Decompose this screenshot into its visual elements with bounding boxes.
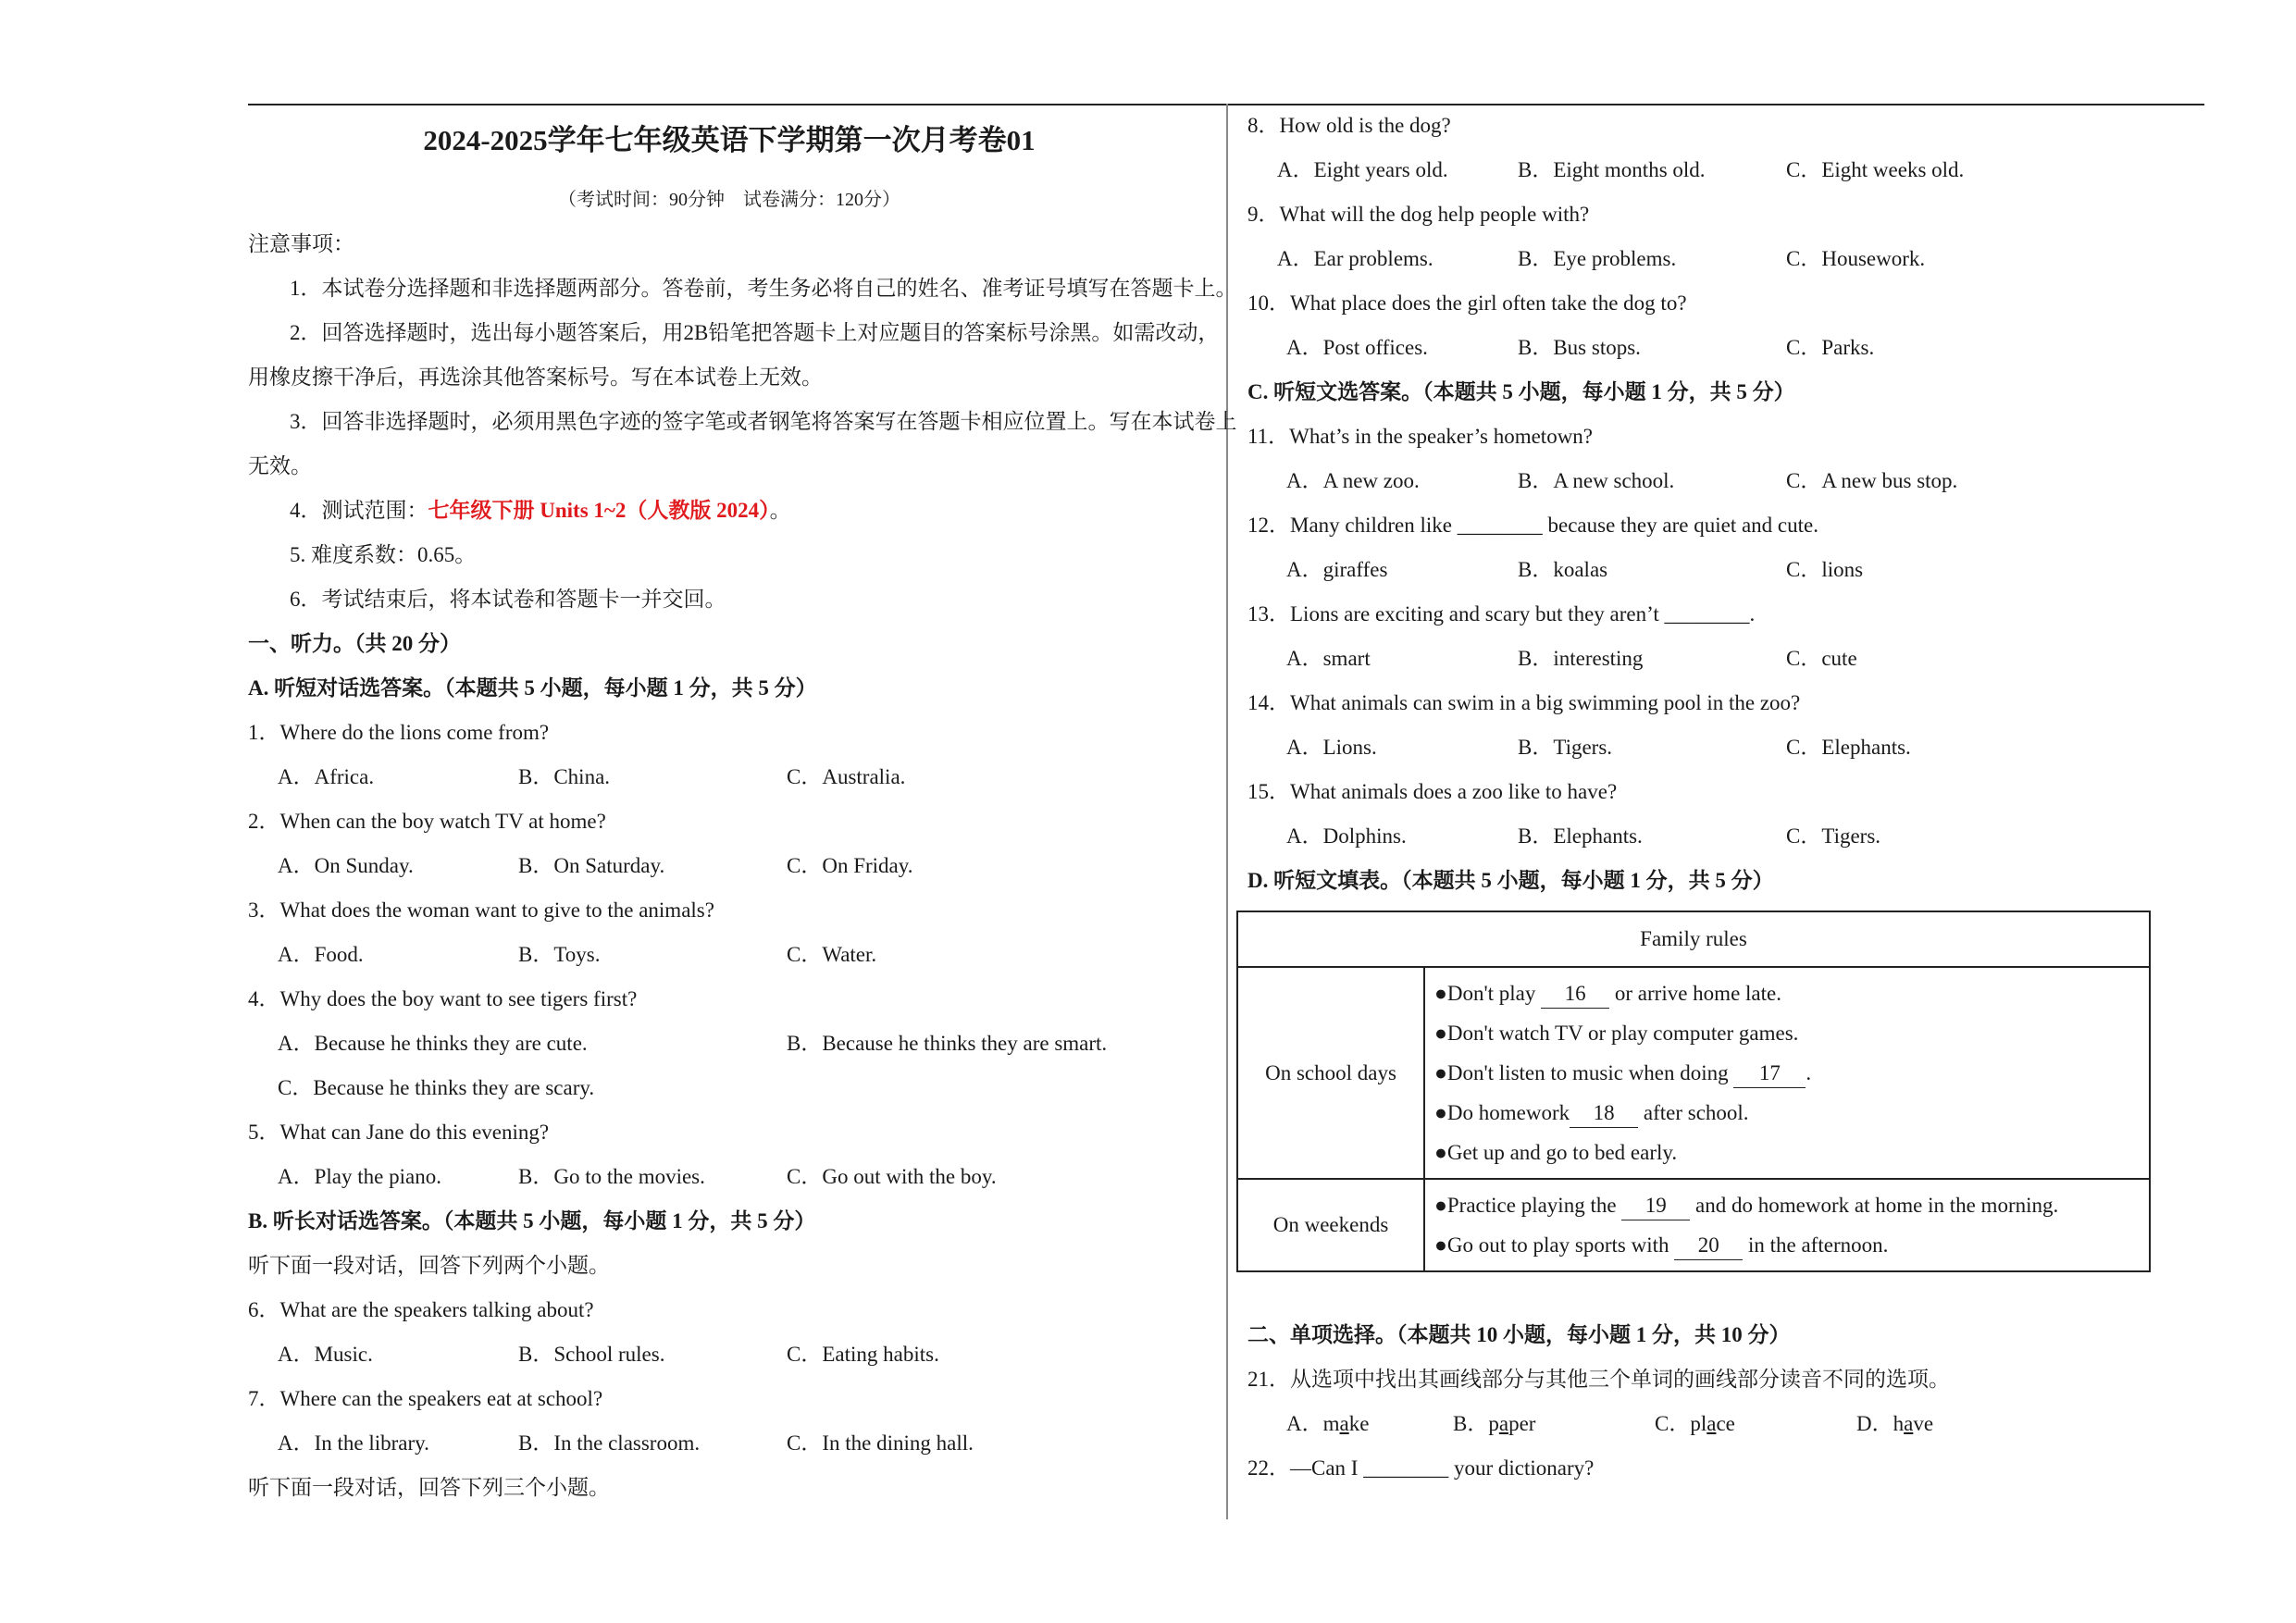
option-c: C．Water. (787, 943, 877, 966)
note-item: 3．回答非选择题时，必须用黑色字迹的签字笔或者钢笔将答案写在答题卡相应位置上。写在本试卷上 (290, 410, 1237, 433)
option-b: B．A new school. (1518, 469, 1675, 492)
option-c: C．Parks. (1786, 336, 1875, 359)
notes-heading: 注意事项： (248, 232, 354, 255)
weekends-rules (1424, 1179, 2150, 1271)
option-c: C．cute (1786, 647, 1857, 670)
rule-line: ●Go out to play sports with 20 in the afternoon. (1434, 1225, 2140, 1265)
question-stem: 5．What can Jane do this evening? (248, 1121, 550, 1144)
part1-heading: 一、听力。（共 20 分） (248, 632, 461, 655)
option-b: B．paper (1453, 1412, 1536, 1435)
note-item: 5. 难度系数：0.65。 (290, 543, 477, 566)
option-b: B．koalas (1518, 558, 1608, 581)
option-a: A．Dolphins. (1286, 824, 1407, 848)
test-scope-highlight: 七年级下册 Units 1~2（人教版 2024） (428, 499, 770, 522)
note-item: 1．本试卷分选择题和非选择题两部分。答卷前，考生务必将自己的姓名、准考证号填写在答题卡上。 (290, 277, 1237, 300)
option-c: C．A new bus stop. (1786, 469, 1958, 492)
note-item-scope: 4．测试范围：七年级下册 Units 1~2（人教版 2024）。 (290, 499, 791, 522)
question-stem: 8．How old is the dog? (1247, 114, 1451, 137)
section-c-heading: C. 听短文选答案。（本题共 5 小题，每小题 1 分，共 5 分） (1247, 380, 1795, 403)
question-stem: 22．—Can I ________ your dictionary? (1247, 1456, 1595, 1480)
question-options (1247, 1402, 2210, 1446)
question-stem: 1．Where do the lions come from? (248, 721, 550, 744)
option-c: C．Go out with the boy. (787, 1165, 997, 1188)
option-b: B．Tigers. (1518, 736, 1613, 759)
question-options (1247, 725, 2210, 770)
option-c: C．Eating habits. (787, 1343, 939, 1366)
option-b: B．On Saturday. (518, 854, 665, 877)
rule-line: ●Don't play 16 or arrive home late. (1434, 973, 2140, 1013)
option-c: C．Australia. (787, 765, 906, 788)
option-a: A．smart (1286, 647, 1371, 670)
option-a: A．Food. (278, 943, 364, 966)
right-column (1247, 104, 2210, 1491)
part2-heading: 二、单项选择。（本题共 10 小题，每小题 1 分，共 10 分） (1247, 1323, 1791, 1346)
question-options (248, 1155, 1210, 1199)
rule-line: ●Get up and go to bed early. (1434, 1141, 1678, 1164)
note-item: 用橡皮擦干净后，再选涂其他答案标号。写在本试卷上无效。 (248, 365, 823, 389)
option-c: C．lions (1786, 558, 1864, 581)
question-options (248, 1421, 1210, 1466)
question-stem: 14．What animals can swim in a big swimming pool in the zoo? (1247, 691, 1801, 714)
question-options (248, 755, 1210, 799)
option-a: A．giraffes (1286, 558, 1388, 581)
rule-line: ●Don't watch TV or play computer games. (1434, 1022, 1799, 1045)
rule-line: ●Practice playing the 19 and do homework at home in the morning. (1434, 1185, 2140, 1225)
answer-blank: 17 (1733, 1059, 1806, 1088)
option-b: B．Because he thinks they are smart. (787, 1032, 1108, 1055)
option-a: A．Play the piano. (278, 1165, 441, 1188)
option-a: A．On Sunday. (278, 854, 414, 877)
option-a: A．Ear problems. (1277, 247, 1433, 270)
option-b: B．Elephants. (1518, 824, 1643, 848)
question-options (248, 933, 1210, 977)
question-stem: 4．Why does the boy want to see tigers first? (248, 987, 638, 1010)
option-c: C．On Friday. (787, 854, 913, 877)
question-options (248, 1022, 1210, 1066)
question-stem: 10．What place does the girl often take the dog to? (1247, 291, 1687, 315)
question-options (1247, 637, 2210, 681)
question-stem: 6．What are the speakers talking about? (248, 1298, 594, 1321)
question-stem: 15．What animals does a zoo like to have? (1247, 780, 1618, 803)
exam-info: （考试时间：90分钟 试卷满分：120分） (558, 190, 900, 210)
option-c: C．Because he thinks they are scary. (278, 1076, 595, 1099)
school-days-label: On school days (1237, 967, 1424, 1179)
question-options (1247, 814, 2210, 859)
option-a: A．make (1286, 1412, 1370, 1435)
option-b: B．interesting (1518, 647, 1644, 670)
column-divider (1226, 104, 1228, 1519)
question-stem: 13．Lions are exciting and scary but they aren’t ________. (1247, 602, 1756, 626)
question-options (1247, 459, 2210, 503)
option-c: C．place (1655, 1412, 1735, 1435)
option-a: A．Eight years old. (1277, 158, 1448, 181)
school-days-rules (1424, 967, 2150, 1179)
option-c: C．Housework. (1786, 247, 1926, 270)
option-a: A．Because he thinks they are cute. (278, 1032, 588, 1055)
option-b: B．Eye problems. (1518, 247, 1677, 270)
answer-blank: 20 (1674, 1232, 1743, 1260)
answer-blank: 16 (1541, 980, 1609, 1009)
question-stem: 12．Many children like ________ because they are quiet and cute. (1247, 514, 1818, 537)
option-a: A．In the library. (278, 1431, 429, 1455)
option-c: C．Tigers. (1786, 824, 1881, 848)
option-b: B．Toys. (518, 943, 601, 966)
section-b-heading: B. 听长对话选答案。（本题共 5 小题，每小题 1 分，共 5 分） (248, 1209, 816, 1233)
question-options (248, 1066, 1210, 1110)
question-stem: 7．Where can the speakers eat at school? (248, 1387, 603, 1410)
question-stem: 9．What will the dog help people with? (1247, 203, 1590, 226)
question-options (1247, 148, 2210, 192)
question-options (1247, 548, 2210, 592)
option-a: A．A new zoo. (1286, 469, 1420, 492)
option-a: A．Africa. (278, 765, 375, 788)
option-c: C．In the dining hall. (787, 1431, 974, 1455)
question-options (248, 844, 1210, 888)
family-rules-table (1236, 911, 2151, 1272)
rule-line: ●Do homework 18 after school. (1434, 1093, 2140, 1133)
option-d: D．have (1856, 1412, 1934, 1435)
section-a-heading: A. 听短对话选答案。（本题共 5 小题，每小题 1 分，共 5 分） (248, 676, 817, 700)
option-b: B．Go to the movies. (518, 1165, 705, 1188)
section-d-heading: D. 听短文填表。（本题共 5 小题，每小题 1 分，共 5 分） (1247, 869, 1774, 892)
question-options (1247, 237, 2210, 281)
question-stem: 2．When can the boy watch TV at home? (248, 810, 606, 833)
question-options (248, 1332, 1210, 1377)
option-b: B．China. (518, 765, 611, 788)
table-header: Family rules (1237, 911, 2150, 967)
option-a: A．Music. (278, 1343, 373, 1366)
question-stem: 11．What’s in the speaker’s hometown? (1247, 425, 1594, 448)
option-a: A．Post offices. (1286, 336, 1428, 359)
option-a: A．Lions. (1286, 736, 1377, 759)
answer-blank: 18 (1570, 1099, 1638, 1128)
option-c: C．Elephants. (1786, 736, 1911, 759)
answer-blank: 19 (1621, 1192, 1690, 1220)
note-item: 6．考试结束后，将本试卷和答题卡一并交回。 (290, 588, 726, 611)
option-b: B．Bus stops. (1518, 336, 1641, 359)
weekends-label: On weekends (1237, 1179, 1424, 1271)
rule-line: ●Don't listen to music when doing 17 . (1434, 1053, 2140, 1093)
question-stem: 21．从选项中找出其画线部分与其他三个单词的画线部分读音不同的选项。 (1247, 1368, 1950, 1391)
question-stem: 3．What does the woman want to give to the animals? (248, 898, 714, 922)
option-b: B．In the classroom. (518, 1431, 701, 1455)
option-c: C．Eight weeks old. (1786, 158, 1965, 181)
option-b: B．School rules. (518, 1343, 665, 1366)
exam-title: 2024-2025学年七年级英语下学期第一次月考卷01 (423, 124, 1036, 156)
question-options (1247, 326, 2210, 370)
section-intro: 听下面一段对话，回答下列两个小题。 (248, 1254, 610, 1277)
note-item: 2．回答选择题时，选出每小题答案后，用2B铅笔把答题卡上对应题目的答案标号涂黑。如需改动， (290, 321, 1220, 344)
section-intro: 听下面一段对话，回答下列三个小题。 (248, 1476, 610, 1499)
left-column (248, 104, 1237, 1510)
note-item: 无效。 (248, 454, 312, 477)
option-b: B．Eight months old. (1518, 158, 1706, 181)
